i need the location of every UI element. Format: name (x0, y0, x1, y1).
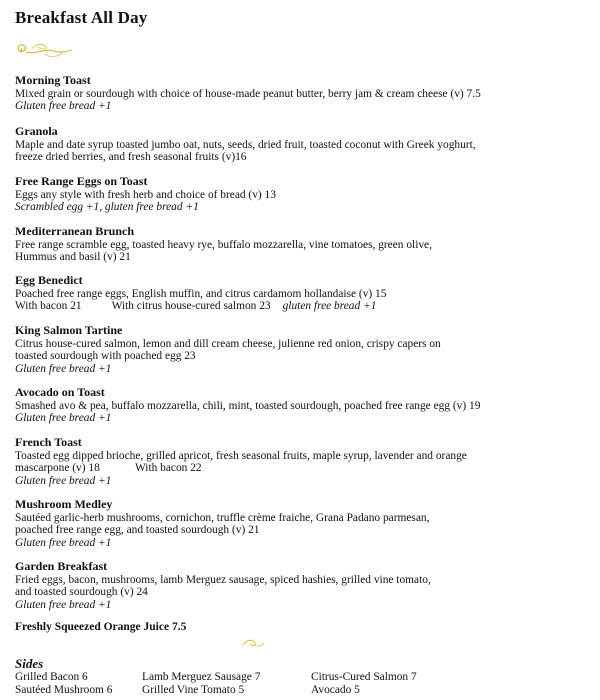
item-extra-bacon: With bacon 22 (135, 462, 202, 475)
item-description: Eggs any style with fresh herb and choice of bread (v) 13 (15, 188, 276, 201)
menu-item-mushroom-medley (15, 497, 587, 549)
flourish-ornament-small (240, 637, 266, 649)
item-note: Gluten free bread +1 (15, 474, 112, 487)
side-item: Grilled Vine Tomato 5 (142, 684, 245, 696)
item-name: Morning Toast (15, 73, 91, 87)
menu-item-king-salmon-tartine (15, 323, 587, 375)
item-note: Gluten free bread +1 (15, 536, 112, 549)
item-description: Mixed grain or sourdough with choice of house-made peanut butter, berry jam & cream cheese (v) 7.5 (15, 87, 481, 100)
flourish-ornament (14, 40, 76, 60)
item-note: gluten free bread +1 (282, 300, 377, 313)
menu-item-free-range-eggs (15, 174, 587, 214)
menu-item-granola (15, 124, 587, 164)
item-extra-bacon: With bacon 21 (15, 300, 82, 313)
side-item: Lamb Merguez Sausage 7 (142, 671, 261, 683)
item-description: Poached free range eggs, English muffin, and citrus cardamom hollandaise (v) 15 (15, 287, 387, 300)
item-name: French Toast (15, 435, 82, 449)
item-name: Mushroom Medley (15, 497, 113, 511)
side-item: Citrus-Cured Salmon 7 (311, 671, 417, 683)
orange-juice-item: Freshly Squeezed Orange Juice 7.5 (15, 621, 187, 633)
item-name: Egg Benedict (15, 273, 83, 287)
side-item: Avocado 5 (311, 684, 360, 696)
item-description: Free range scramble egg, toasted heavy rye, buffalo mozzarella, vine tomatoes, green olive, Hummus and basil (v) 21 (15, 238, 432, 264)
side-item: Sautéed Mushroom 6 (15, 684, 113, 696)
side-item: Grilled Bacon 6 (15, 671, 88, 683)
item-extra-salmon: With citrus house-cured salmon 23 (111, 300, 271, 313)
menu-item-garden-breakfast (15, 559, 587, 611)
item-description: Maple and date syrup toasted jumbo oat, nuts, seeds, dried fruit, toasted coconut with Greek yoghurt, freeze dried berries, and fresh seasonal fruits (v)16 (15, 138, 476, 164)
item-name: King Salmon Tartine (15, 323, 123, 337)
menu-item-french-toast (15, 435, 587, 487)
item-name: Garden Breakfast (15, 559, 108, 573)
menu-title: Breakfast All Day (15, 8, 148, 27)
item-name: Mediterranean Brunch (15, 224, 134, 238)
item-description: Smashed avo & pea, buffalo mozzarella, chili, mint, toasted sourdough, poached free range egg (v) 19 (15, 399, 481, 412)
item-description: Citrus house-cured salmon, lemon and dill cream cheese, julienne red onion, crispy capers on toasted sourdough with poached egg 23 (15, 337, 441, 363)
item-description: Fried eggs, bacon, mushrooms, lamb Merguez sausage, spiced hashies, grilled vine tomato, and toasted sourdough (v) 24 (15, 573, 431, 599)
item-name: Granola (15, 124, 58, 138)
item-note: Scrambled egg +1, gluten free bread +1 (15, 201, 199, 214)
sides-heading: Sides (15, 656, 44, 671)
menu-item-morning-toast (15, 73, 587, 113)
item-name: Free Range Eggs on Toast (15, 174, 148, 188)
menu-item-mediterranean-brunch (15, 224, 587, 264)
item-note: Gluten free bread +1 (15, 412, 112, 425)
item-name: Avocado on Toast (15, 385, 105, 399)
item-note: Gluten free bread +1 (15, 362, 112, 375)
menu-item-egg-benedict (15, 273, 587, 313)
item-note: Gluten free bread +1 (15, 100, 112, 113)
item-note: Gluten free bread +1 (15, 598, 112, 611)
item-description: Toasted egg dipped brioche, grilled apricot, fresh seasonal fruits, maple syrup, lavender and orange mascarpone (v) 18 (15, 449, 467, 475)
menu-item-avocado-on-toast (15, 385, 587, 425)
item-description: Sautéed garlic-herb mushrooms, cornichon, truffle crème fraiche, Grana Padano parmesan, poached free range egg, and toasted sourdough (v) 21 (15, 511, 430, 537)
